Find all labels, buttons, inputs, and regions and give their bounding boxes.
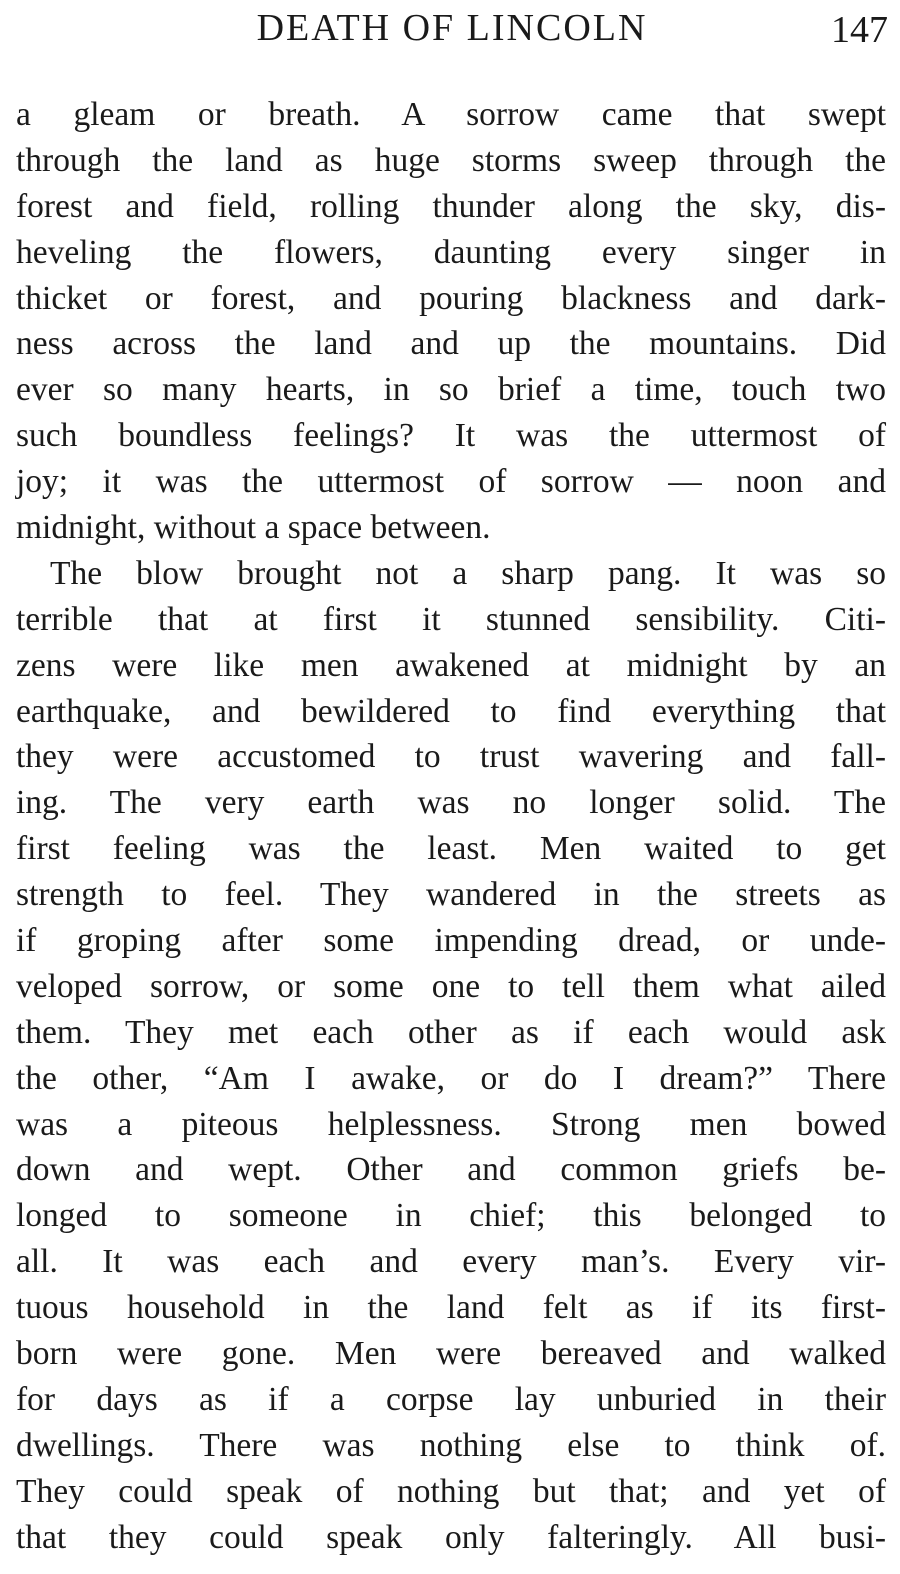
text-line: they were accustomed to trust wavering and fall- [16,738,886,776]
text-line: ever so many hearts, in so brief a time, touch two [16,371,886,409]
text-line: thicket or forest, and pouring blackness and dark- [16,279,886,317]
text-line: was a piteous helplessness. Strong men bowed [16,1105,886,1143]
text-line: born were gone. Men were bereaved and walked [16,1335,886,1373]
text-line: such boundless feelings? It was the uttermost of [16,417,886,455]
text-line: ness across the land and up the mountains. Did [16,325,886,363]
text-line: forest and field, rolling thunder along the sky, dis- [16,187,886,225]
page-number: 147 [831,9,888,51]
page-header [16,4,888,52]
paragraph-1 [16,92,886,551]
text-line: the other, “Am I awake, or do I dream?” There [16,1059,886,1097]
text-line: They could speak of nothing but that; and yet of [16,1472,886,1510]
running-title: DEATH OF LINCOLN [256,7,648,49]
text-line: earthquake, and bewildered to find everything that [16,692,886,730]
text-line: down and wept. Other and common griefs be- [16,1151,886,1189]
text-line: longed to someone in chief; this belonged to [16,1197,886,1235]
text-line: dwellings. There was nothing else to think of. [16,1426,886,1464]
text-line: for days as if a corpse lay unburied in their [16,1380,886,1418]
text-line: first feeling was the least. Men waited to get [16,830,886,868]
text-line: veloped sorrow, or some one to tell them what ailed [16,967,886,1005]
text-line: tuous household in the land felt as if its first- [16,1289,886,1327]
text-line: zens were like men awakened at midnight by an [16,646,886,684]
text-line: The blow brought not a sharp pang. It was so [50,554,886,592]
text-line: joy; it was the uttermost of sorrow — noon and [16,463,886,501]
text-line: heveling the flowers, daunting every singer in [16,233,886,271]
text-line: through the land as huge storms sweep through the [16,141,886,179]
text-line: terrible that at first it stunned sensibility. Citi- [16,600,886,638]
text-line: them. They met each other as if each would ask [16,1013,886,1051]
paragraph-2 [16,551,886,1561]
text-line: all. It was each and every man’s. Every vir- [16,1243,886,1281]
text-line: a gleam or breath. A sorrow came that swept [16,96,886,133]
body-text [16,92,886,1561]
text-line: ing. The very earth was no longer solid. The [16,784,886,822]
text-line: that they could speak only falteringly. All busi- [16,1518,886,1556]
text-line: strength to feel. They wandered in the streets as [16,876,886,914]
text-line: midnight, without a space between. [16,509,491,547]
text-line: if groping after some impending dread, or unde- [16,922,886,960]
